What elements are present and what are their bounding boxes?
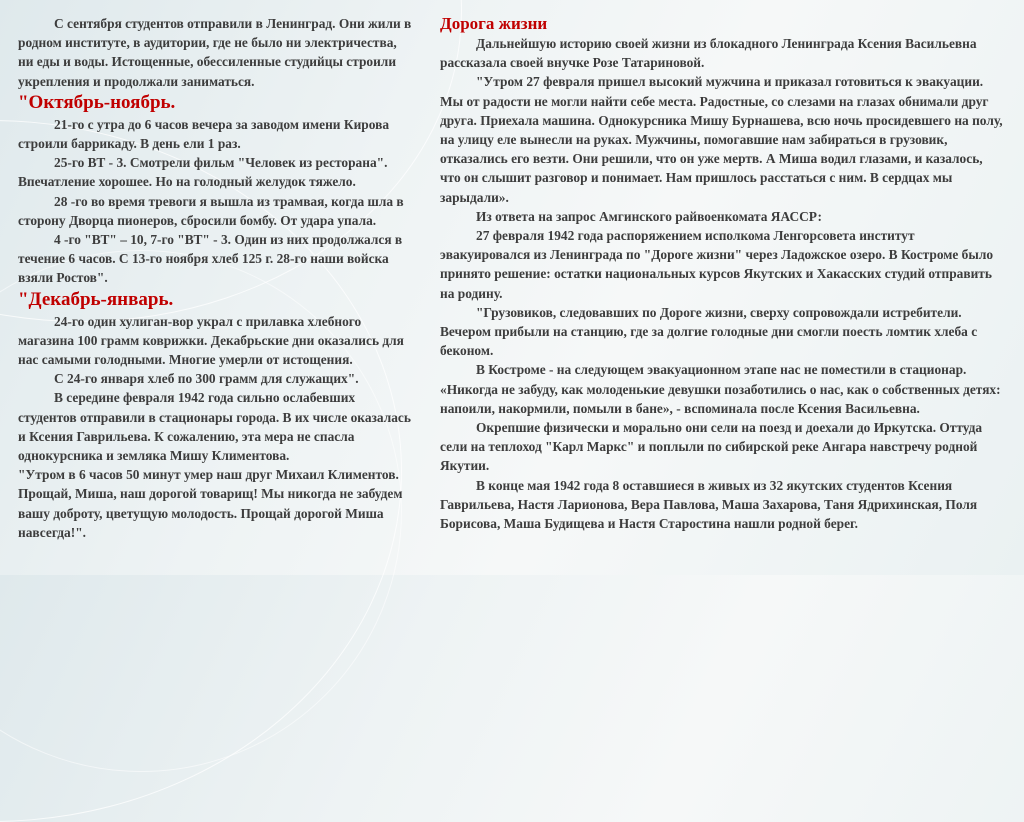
left-paragraph: С 24-го января хлеб по 300 грамм для служащих".: [54, 371, 359, 387]
right-paragraph: "Грузовиков, следовавших по Дороге жизни, сверху сопровождали истребители. Вечером прибыли на станцию, где за долгие голодные дни смогли поесть ломтик хлеба с беконом.: [440, 304, 978, 359]
left-paragraph: "Утром в 6 часов 50 минут умер наш друг Михаил Климентов. Прощай, Миша, наш дорогой товарищ! Мы никогда не забудем вашу доброту, цветущую молодость. Прощай дорогой Миша навсегда!".: [18, 467, 403, 540]
right-column: [440, 14, 1005, 533]
right-paragraph: В Костроме - на следующем эвакуационном этапе нас не поместили в стационар. «Никогда не забуду, как молоденькие девушки позаботились о нас, как о собственных детях: напоили, накормили, помыли в бане», - вспоминала после Ксения Васильевна.: [440, 362, 1001, 416]
left-column: [18, 14, 413, 542]
left-paragraph: 25-го ВТ - 3. Смотрели фильм "Человек из ресторана". Впечатление хорошее. Но на голодный желудок тяжело.: [18, 155, 388, 190]
right-paragraph: Окрепшие физически и морально они сели на поезд и доехали до Иркутска. Оттуда сели на теплоход "Карл Маркс" и поплыли по сибирской реке Ангара навстречу родной Якутии.: [440, 420, 983, 474]
right-paragraph: В конце мая 1942 года 8 оставшиеся в живых из 32 якутских студентов Ксения Гаврильева, Настя Ларионова, Вера Павлова, Маша Захарова, Таня Ядрихинская, Поля Борисова, Маша Будищева и Настя Старостина нашли родной берег.: [440, 477, 978, 532]
left-paragraph: В середине февраля 1942 года сильно ослабевших студентов отправили в стационары города. В их числе оказалась и Ксения Гаврильева. К сожалению, эта мера не спасла однокурсника и земляка Мишу Климентова.: [18, 390, 411, 464]
right-paragraph: Из ответа на запрос Амгинского райвоенкомата ЯАССР:: [476, 208, 822, 224]
left-paragraph: С сентября студентов отправили в Ленинград. Они жили в родном институте, в аудитории, где не было ни электричества, ни еды и воды. Истощенные, обессиленные студийцы строили укрепления и продолжали заниматься.: [18, 16, 412, 89]
section-heading-october-november: "Октябрь-ноябрь.: [18, 91, 176, 113]
right-paragraph: Дальнейшую историю своей жизни из блокадного Ленинграда Ксения Васильевна рассказала своей внучке Розе Татариновой.: [440, 36, 977, 71]
left-paragraph: 28 -го во время тревоги я вышла из трамвая, когда шла в сторону Дворца пионеров, сбросили бомбу. От удара упала.: [18, 193, 404, 228]
right-paragraph: "Утром 27 февраля пришел высокий мужчина и приказал готовиться к эвакуации. Мы от радости не могли найти себе места. Радостные, со слезами на глазах обнимали друг друга. Приехала машина. Однокурсника Мишу Бурнашева, всю ночь просидевшего на полу, на улицу еле вынесли на руках. Мужчины, помогавшие нам забираться в грузовик, отказались его везти. Они решили, что он уже мертв. А Миша водил глазами, и казалось, что он слышит разговор и понимает. Нам пришлось расстаться с ним. В сердцах мы зарыдали».: [440, 74, 1003, 205]
right-paragraph: 27 февраля 1942 года распоряжением исполкома Ленгорсовета институт эвакуировался из Ленинграда по "Дороге жизни" через Ладожское озеро. В Костроме было принято решение: остатки национальных курсов Якутских и Хакасских студий отправить на родину.: [440, 228, 994, 301]
left-paragraph: 21-го с утра до 6 часов вечера за заводом имени Кирова строили баррикаду. В день ели 1 раз.: [18, 116, 390, 152]
section-heading-december-january: "Декабрь-январь.: [18, 288, 174, 310]
left-paragraph: 24-го один хулиган-вор украл с прилавка хлебного магазина 100 грамм коврижки. Декабрьские дни оказались для нас самыми голодными. Многие умерли от истощения.: [18, 313, 404, 368]
page-title: Дорога жизни: [440, 14, 548, 33]
left-paragraph: 4 -го "ВТ" – 10, 7-го "ВТ" - 3. Один из них продолжался в течение 6 часов. С 13-го ноября хлеб 125 г. 28-го наши войска взяли Ростов".: [18, 232, 403, 286]
